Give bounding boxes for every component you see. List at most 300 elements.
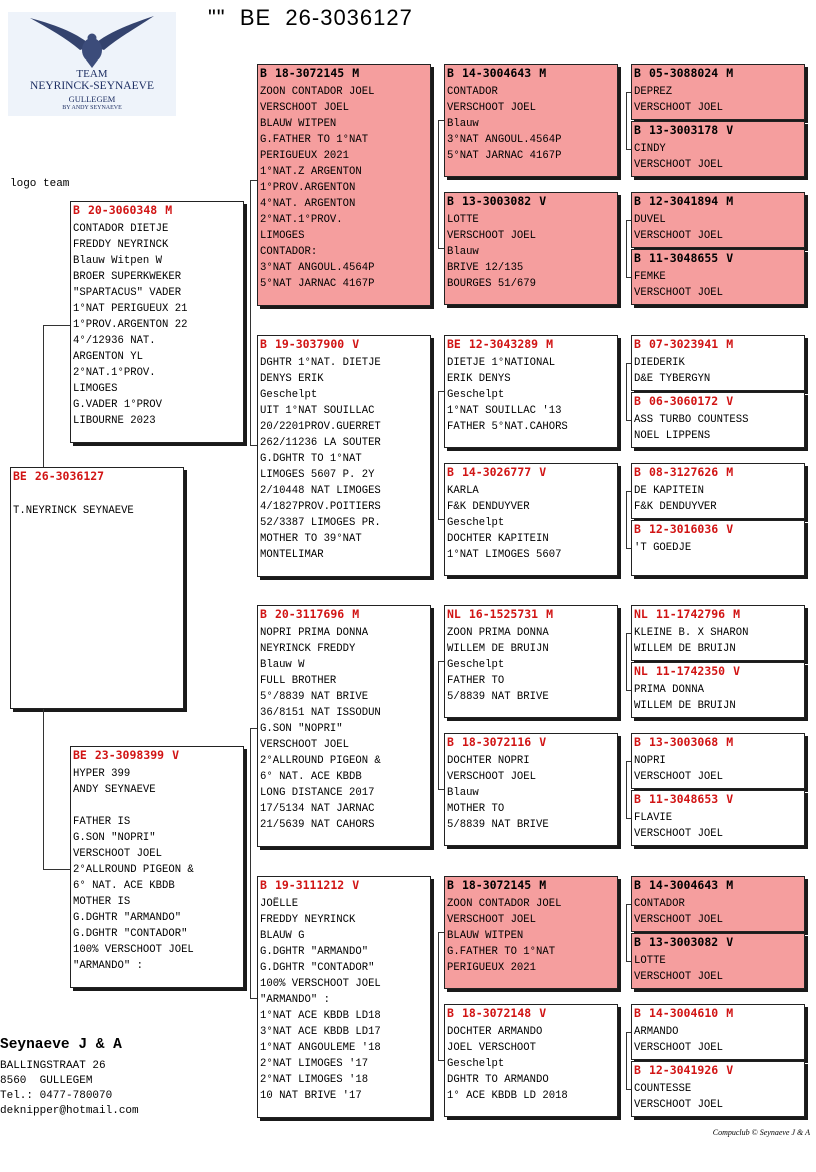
pigeon-header bbox=[632, 1005, 804, 1020]
detail-line: 2°NAT LIMOGES '18 bbox=[260, 1074, 369, 1086]
connector-line bbox=[626, 633, 627, 690]
country-code: B bbox=[260, 66, 267, 80]
pigeon-details bbox=[258, 896, 430, 1104]
country-code: B bbox=[634, 251, 641, 265]
footer-credit: Compuclub © Seynaeve J & A bbox=[712, 1128, 810, 1137]
connector-line bbox=[250, 998, 257, 999]
connector-line bbox=[438, 120, 439, 248]
detail-line: ZOON CONTADOR JOEL bbox=[260, 86, 375, 98]
detail-line: ARMANDO bbox=[634, 1026, 679, 1038]
ring-number: 08-3127626 bbox=[648, 465, 719, 479]
detail-line: 4°/12936 NAT. bbox=[73, 335, 156, 347]
sex-code: M bbox=[352, 607, 360, 621]
country-code: B bbox=[634, 123, 641, 137]
detail-line: 262/11236 LA SOUTER bbox=[260, 437, 381, 449]
detail-line: LIMOGES 5607 P. 2Y bbox=[260, 469, 375, 481]
detail-line: G.SON "NOPRI" bbox=[73, 832, 156, 844]
connector-line bbox=[626, 690, 631, 691]
pigeon-header bbox=[445, 65, 617, 80]
detail-line: BLAUW WITPEN bbox=[260, 118, 337, 130]
detail-line: 1° ACE KBDB LD 2018 bbox=[447, 1090, 568, 1102]
detail-line: LIBOURNE 2023 bbox=[73, 415, 156, 427]
ring-number: 26-3036127 bbox=[34, 469, 105, 483]
great-grandparent-card bbox=[444, 733, 618, 846]
pigeon-header bbox=[632, 250, 804, 265]
pigeon-header bbox=[258, 336, 430, 351]
detail-line: FULL BROTHER bbox=[260, 675, 337, 687]
detail-line: CONTADOR bbox=[447, 86, 498, 98]
detail-line: Blauw Witpen W bbox=[73, 255, 163, 267]
connector-line bbox=[626, 1089, 631, 1090]
sex-code: V bbox=[539, 735, 547, 749]
pigeon-details bbox=[632, 625, 804, 657]
pigeon-details bbox=[632, 1024, 804, 1056]
detail-line: FATHER 5°NAT.CAHORS bbox=[447, 421, 568, 433]
detail-line: Geschelpt bbox=[447, 1058, 505, 1070]
country-code: B bbox=[260, 337, 267, 351]
connector-line bbox=[626, 961, 631, 962]
pigeon-details bbox=[11, 487, 183, 519]
pigeon-header bbox=[632, 393, 804, 408]
country-code: B bbox=[634, 878, 641, 892]
great-grandparent-card bbox=[444, 605, 618, 718]
connector-line bbox=[250, 180, 257, 181]
detail-line: DIEDERIK bbox=[634, 357, 685, 369]
ring-number: 11-1742796 bbox=[655, 607, 726, 621]
pigeon-details bbox=[632, 540, 804, 556]
detail-line: VERSCHOOT JOEL bbox=[447, 771, 537, 783]
ring-number: 20-3117696 bbox=[274, 607, 345, 621]
ring-number: 13-3003068 bbox=[648, 735, 719, 749]
connector-line bbox=[43, 709, 44, 869]
detail-line: COUNTESSE bbox=[634, 1083, 692, 1095]
detail-line: VERSCHOOT JOEL bbox=[447, 914, 537, 926]
pigeon-header bbox=[11, 468, 183, 483]
connector-line bbox=[43, 869, 70, 870]
connector-line bbox=[250, 728, 257, 729]
country-code: B bbox=[73, 203, 80, 217]
sex-code: V bbox=[726, 935, 734, 949]
detail-line: 1°PROV.ARGENTON bbox=[260, 182, 356, 194]
pigeon-details bbox=[632, 1081, 804, 1113]
detail-line: WILLEM DE BRUIJN bbox=[634, 643, 736, 655]
pigeon-details bbox=[632, 269, 804, 301]
pigeon-header bbox=[632, 193, 804, 208]
logo-text-place: GULLEGEM bbox=[68, 94, 116, 104]
detail-line: F&K DENDUYVER bbox=[447, 501, 530, 513]
pigeon-details bbox=[632, 141, 804, 173]
detail-line: VERSCHOOT JOEL bbox=[634, 1042, 724, 1054]
detail-line: F&K DENDUYVER bbox=[634, 501, 717, 513]
pigeon-details bbox=[71, 766, 243, 974]
detail-line: DE KAPITEIN bbox=[634, 485, 704, 497]
detail-line: G.DGHTR "ARMANDO" bbox=[260, 946, 369, 958]
detail-line: 1°NAT.Z ARGENTON bbox=[260, 166, 362, 178]
detail-line: VERSCHOOT JOEL bbox=[634, 102, 724, 114]
country-code: B bbox=[447, 66, 454, 80]
connector-line bbox=[250, 445, 257, 446]
connector-line bbox=[626, 149, 631, 150]
country-code: B bbox=[447, 735, 454, 749]
great-great-grandparent-card bbox=[631, 1004, 805, 1060]
detail-line: G.VADER 1°PROV bbox=[73, 399, 163, 411]
detail-line: ZOON CONTADOR JOEL bbox=[447, 898, 562, 910]
detail-line: 4/1827PROV.POITIERS bbox=[260, 501, 381, 513]
detail-line: ANDY SEYNAEVE bbox=[73, 784, 156, 796]
detail-line: G.DGHTR "ARMANDO" bbox=[73, 912, 182, 924]
detail-line: G.DGHTR "CONTADOR" bbox=[73, 928, 188, 940]
pigeon-header bbox=[632, 336, 804, 351]
detail-line: BOURGES 51/679 bbox=[447, 278, 537, 290]
great-great-grandparent-card bbox=[631, 463, 805, 519]
sex-code: V bbox=[726, 792, 734, 806]
ring-number: 12-3043289 bbox=[468, 337, 539, 351]
great-great-grandparent-card bbox=[631, 192, 805, 248]
pigeon-details bbox=[71, 221, 243, 429]
connector-line bbox=[626, 420, 631, 421]
pigeon-header bbox=[445, 734, 617, 749]
detail-line: DEPREZ bbox=[634, 86, 673, 98]
pigeon-details bbox=[632, 483, 804, 515]
pigeon-details bbox=[445, 483, 617, 563]
detail-line: FLAVIE bbox=[634, 812, 673, 824]
detail-line: VERSCHOOT JOEL bbox=[260, 739, 350, 751]
connector-line bbox=[626, 1032, 627, 1089]
detail-line: Geschelpt bbox=[447, 659, 505, 671]
logo-text-name: NEYRINCK-SEYNAEVE bbox=[30, 80, 154, 92]
detail-line: Blauw bbox=[447, 246, 479, 258]
detail-line: 'T GOEDJE bbox=[634, 542, 692, 554]
detail-line: PERIGUEUX 2021 bbox=[447, 962, 537, 974]
ring-number: 18-3072148 bbox=[461, 1006, 532, 1020]
pigeon-details bbox=[632, 84, 804, 116]
connector-line bbox=[438, 248, 444, 249]
pigeon-header bbox=[258, 65, 430, 80]
pigeon-details bbox=[258, 84, 430, 292]
great-grandparent-card bbox=[444, 335, 618, 448]
detail-line: 20/2201PROV.GUERRET bbox=[260, 421, 381, 433]
detail-line: CINDY bbox=[634, 143, 666, 155]
great-grandparent-card bbox=[444, 192, 618, 305]
detail-line: VERSCHOOT JOEL bbox=[73, 848, 163, 860]
ring-number: 11-1742350 bbox=[655, 664, 726, 678]
connector-line bbox=[626, 904, 631, 905]
subject-card bbox=[10, 467, 184, 709]
ring-number: 12-3016036 bbox=[648, 522, 719, 536]
ring-number: 12-3041894 bbox=[648, 194, 719, 208]
detail-line: VERSCHOOT JOEL bbox=[634, 159, 724, 171]
connector-line bbox=[438, 661, 439, 789]
detail-line: Geschelpt bbox=[447, 389, 505, 401]
detail-line: 1°NAT PERIGUEUX 21 bbox=[73, 303, 188, 315]
sex-code: M bbox=[726, 66, 734, 80]
pigeon-details bbox=[632, 953, 804, 985]
country-code: B bbox=[634, 465, 641, 479]
detail-line: Blauw bbox=[447, 118, 479, 130]
ring-number: 18-3072116 bbox=[461, 735, 532, 749]
detail-line: CONTADOR bbox=[634, 898, 685, 910]
great-great-grandparent-card bbox=[631, 1061, 805, 1117]
detail-line: VERSCHOOT JOEL bbox=[634, 971, 724, 983]
connector-line bbox=[626, 491, 631, 492]
detail-line: VERSCHOOT JOEL bbox=[634, 1099, 724, 1111]
ring-number: 16-1525731 bbox=[468, 607, 539, 621]
pigeon-details bbox=[632, 682, 804, 714]
pigeon-header bbox=[445, 336, 617, 351]
pigeon-details bbox=[632, 355, 804, 387]
connector-line bbox=[438, 120, 444, 121]
great-great-grandparent-card bbox=[631, 733, 805, 789]
detail-line: "ARMANDO" : bbox=[73, 960, 143, 972]
country-code: B bbox=[634, 1063, 641, 1077]
detail-line: MOTHER IS bbox=[73, 896, 131, 908]
pigeon-header bbox=[632, 934, 804, 949]
great-great-grandparent-card bbox=[631, 64, 805, 120]
detail-line: 2/10448 NAT LIMOGES bbox=[260, 485, 381, 497]
detail-line: 21/5639 NAT CAHORS bbox=[260, 819, 375, 831]
pigeon-details bbox=[632, 753, 804, 785]
dam-card bbox=[70, 746, 244, 988]
sex-code: V bbox=[539, 194, 547, 208]
detail-line: DOCHTER NOPRI bbox=[447, 755, 530, 767]
owner-street: BALLINGSTRAAT 26 bbox=[0, 1060, 106, 1072]
ring-number: 18-3072145 bbox=[461, 878, 532, 892]
country-code: B bbox=[260, 878, 267, 892]
detail-line: 5°NAT JARNAC 4167P bbox=[260, 278, 375, 290]
detail-line: DOCHTER ARMANDO bbox=[447, 1026, 543, 1038]
detail-line: ARGENTON YL bbox=[73, 351, 143, 363]
detail-line: ASS TURBO COUNTESS bbox=[634, 414, 749, 426]
ring-number: 06-3060172 bbox=[648, 394, 719, 408]
detail-line: VERSCHOOT JOEL bbox=[260, 102, 350, 114]
great-great-grandparent-card bbox=[631, 392, 805, 448]
pigeon-header bbox=[445, 193, 617, 208]
country-code: BE bbox=[447, 337, 461, 351]
connector-line bbox=[626, 363, 627, 420]
detail-line: NOPRI PRIMA DONNA bbox=[260, 627, 369, 639]
detail-line: 5/8839 NAT BRIVE bbox=[447, 819, 549, 831]
sex-code: V bbox=[539, 1006, 547, 1020]
pigeon-header bbox=[445, 606, 617, 621]
detail-line: DENYS ERIK bbox=[260, 373, 324, 385]
sex-code: V bbox=[352, 878, 360, 892]
detail-line: "SPARTACUS" VADER bbox=[73, 287, 182, 299]
detail-line: DOCHTER KAPITEIN bbox=[447, 533, 549, 545]
country-code: B bbox=[634, 935, 641, 949]
pigeon-header bbox=[445, 464, 617, 479]
detail-line: WILLEM DE BRUIJN bbox=[447, 643, 549, 655]
sex-code: V bbox=[726, 251, 734, 265]
connector-line bbox=[438, 661, 444, 662]
pigeon-details bbox=[445, 1024, 617, 1104]
connector-line bbox=[626, 220, 631, 221]
ring-number: 19-3111212 bbox=[274, 878, 345, 892]
sex-code: M bbox=[726, 337, 734, 351]
pigeon-details bbox=[258, 355, 430, 563]
detail-line: T.NEYRINCK SEYNAEVE bbox=[13, 505, 134, 517]
sex-code: M bbox=[165, 203, 173, 217]
logo-text-by: BY ANDY SEYNAEVE bbox=[62, 105, 122, 111]
sex-code: M bbox=[352, 66, 360, 80]
detail-line: JOËLLE bbox=[260, 898, 299, 910]
owner-block bbox=[0, 1037, 139, 1119]
pigeon-details bbox=[258, 625, 430, 833]
detail-line: FREDDY NEYRINCK bbox=[73, 239, 169, 251]
connector-line bbox=[626, 904, 627, 961]
detail-line: LIMOGES bbox=[73, 383, 118, 395]
connector-line bbox=[626, 1032, 631, 1033]
eagle-icon bbox=[8, 12, 176, 70]
detail-line: 3°NAT ACE KBDB LD17 bbox=[260, 1026, 381, 1038]
great-great-grandparent-card bbox=[631, 933, 805, 989]
detail-line: 5/8839 NAT BRIVE bbox=[447, 691, 549, 703]
pigeon-details bbox=[445, 84, 617, 164]
detail-line: G.DGHTR "CONTADOR" bbox=[260, 962, 375, 974]
detail-line: G.FATHER TO 1°NAT bbox=[447, 946, 556, 958]
country-code: B bbox=[447, 194, 454, 208]
detail-line bbox=[73, 798, 243, 814]
great-great-grandparent-card bbox=[631, 249, 805, 305]
detail-line: FATHER IS bbox=[73, 816, 131, 828]
ring-number: 23-3098399 bbox=[94, 748, 165, 762]
detail-line: Geschelpt bbox=[447, 517, 505, 529]
pigeon-header bbox=[71, 202, 243, 217]
great-great-grandparent-card bbox=[631, 520, 805, 576]
detail-line: 2°ALLROUND PIGEON & bbox=[73, 864, 194, 876]
detail-line: LIMOGES bbox=[260, 230, 305, 242]
great-great-grandparent-card bbox=[631, 876, 805, 932]
detail-line: VERSCHOOT JOEL bbox=[634, 771, 724, 783]
country-code: B bbox=[260, 607, 267, 621]
detail-line: DUVEL bbox=[634, 214, 666, 226]
detail-line: VERSCHOOT JOEL bbox=[447, 230, 537, 242]
sex-code: V bbox=[733, 664, 741, 678]
sex-code: M bbox=[546, 607, 554, 621]
detail-line: 1°NAT SOUILLAC '13 bbox=[447, 405, 562, 417]
detail-line: D&E TYBERGYN bbox=[634, 373, 711, 385]
ring-number: 18-3072145 bbox=[274, 66, 345, 80]
pigeon-header bbox=[258, 877, 430, 892]
detail-line: 1°NAT ANGOULEME '18 bbox=[260, 1042, 381, 1054]
country-code: NL bbox=[447, 607, 461, 621]
great-great-grandparent-card bbox=[631, 121, 805, 177]
country-code: B bbox=[634, 394, 641, 408]
sex-code: V bbox=[726, 522, 734, 536]
country-code: NL bbox=[634, 664, 648, 678]
pigeon-header bbox=[71, 747, 243, 762]
pigeon-header bbox=[258, 606, 430, 621]
detail-line: VERSCHOOT JOEL bbox=[447, 102, 537, 114]
owner-phone: Tel.: 0477-780070 bbox=[0, 1090, 113, 1102]
grandparent-card bbox=[257, 64, 431, 306]
detail-line: BLAUW G bbox=[260, 930, 305, 942]
owner-name: Seynaeve J & A bbox=[0, 1037, 122, 1053]
connector-line bbox=[438, 1060, 444, 1061]
detail-line: 6° NAT. ACE KBDB bbox=[260, 771, 362, 783]
detail-line: 6° NAT. ACE KBDB bbox=[73, 880, 175, 892]
ring-number: 05-3088024 bbox=[648, 66, 719, 80]
detail-line: MOTHER TO 39°NAT bbox=[260, 533, 362, 545]
detail-line: 1°NAT ACE KBDB LD18 bbox=[260, 1010, 381, 1022]
pigeon-header bbox=[445, 877, 617, 892]
pigeon-header bbox=[632, 663, 804, 678]
grandparent-card bbox=[257, 335, 431, 577]
detail-line: KLEINE B. X SHARON bbox=[634, 627, 749, 639]
detail-line: LONG DISTANCE 2017 bbox=[260, 787, 375, 799]
pigeon-header bbox=[632, 65, 804, 80]
detail-line: LOTTE bbox=[634, 955, 666, 967]
connector-line bbox=[626, 761, 627, 818]
country-code: B bbox=[634, 522, 641, 536]
connector-line bbox=[43, 325, 44, 467]
sex-code: V bbox=[172, 748, 180, 762]
detail-line: "ARMANDO" : bbox=[260, 994, 330, 1006]
detail-line: Blauw bbox=[447, 787, 479, 799]
detail-line: 17/5134 NAT JARNAC bbox=[260, 803, 375, 815]
country-code: B bbox=[634, 735, 641, 749]
pigeon-details bbox=[445, 355, 617, 435]
detail-line: FEMKE bbox=[634, 271, 666, 283]
detail-line: ZOON PRIMA DONNA bbox=[447, 627, 549, 639]
detail-line: 4°NAT. ARGENTON bbox=[260, 198, 356, 210]
great-grandparent-card bbox=[444, 64, 618, 177]
detail-line: LOTTE bbox=[447, 214, 479, 226]
sex-code: M bbox=[539, 878, 547, 892]
pigeon-header bbox=[632, 521, 804, 536]
detail-line: WILLEM DE BRUIJN bbox=[634, 700, 736, 712]
ring-number: 13-3003082 bbox=[648, 935, 719, 949]
detail-line: ERIK DENYS bbox=[447, 373, 511, 385]
grandparent-card bbox=[257, 605, 431, 847]
sex-code: M bbox=[726, 1006, 734, 1020]
detail-line: JOEL VERSCHOOT bbox=[447, 1042, 537, 1054]
detail-line: 2°NAT.1°PROV. bbox=[260, 214, 343, 226]
detail-line: HYPER 399 bbox=[73, 768, 131, 780]
detail-line: 100% VERSCHOOT JOEL bbox=[260, 978, 381, 990]
pedigree-title: "" BE 26-3036127 bbox=[208, 5, 413, 30]
pigeon-details bbox=[445, 896, 617, 976]
ring-number: 13-3003178 bbox=[648, 123, 719, 137]
detail-line: 2°NAT.1°PROV. bbox=[73, 367, 156, 379]
ring-number: 07-3023941 bbox=[648, 337, 719, 351]
pigeon-details bbox=[632, 412, 804, 444]
detail-line bbox=[13, 487, 183, 503]
connector-line bbox=[43, 325, 70, 326]
detail-line: 1°PROV.ARGENTON 22 bbox=[73, 319, 188, 331]
great-grandparent-card bbox=[444, 1004, 618, 1117]
detail-line: FATHER TO bbox=[447, 675, 505, 687]
pigeon-details bbox=[445, 625, 617, 705]
pigeon-details bbox=[632, 896, 804, 928]
country-code: BE bbox=[73, 748, 87, 762]
country-code: B bbox=[447, 878, 454, 892]
detail-line: 3°NAT ANGOUL.4564P bbox=[447, 134, 562, 146]
country-code: B bbox=[634, 1006, 641, 1020]
detail-line: 1°NAT LIMOGES 5607 bbox=[447, 549, 562, 561]
detail-line: NEYRINCK FREDDY bbox=[260, 643, 356, 655]
detail-line: Blauw W bbox=[260, 659, 305, 671]
grandparent-card bbox=[257, 876, 431, 1118]
sex-code: M bbox=[546, 337, 554, 351]
sex-code: M bbox=[539, 66, 547, 80]
pigeon-details bbox=[445, 212, 617, 292]
pigeon-header bbox=[632, 1062, 804, 1077]
detail-line: VERSCHOOT JOEL bbox=[634, 828, 724, 840]
detail-line: 100% VERSCHOOT JOEL bbox=[73, 944, 194, 956]
ring-number: 14-3004643 bbox=[461, 66, 532, 80]
detail-line: 3°NAT ANGOUL.4564P bbox=[260, 262, 375, 274]
pigeon-header bbox=[632, 122, 804, 137]
